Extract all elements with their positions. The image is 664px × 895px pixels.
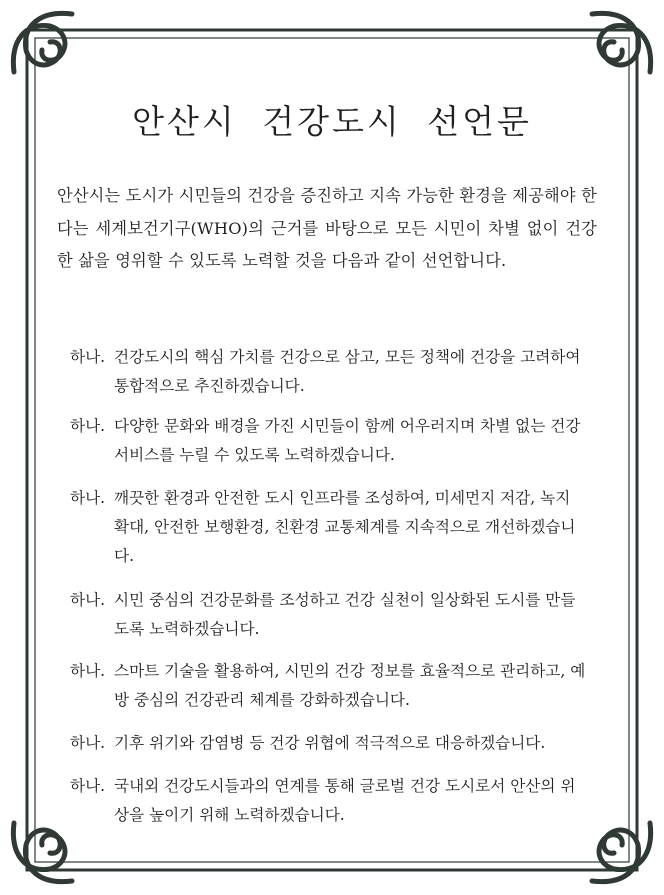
pledge-item-6	[70, 729, 590, 758]
pledge-item-2	[70, 412, 590, 470]
pledge-text: 건강도시의 핵심 가치를 건강으로 삼고, 모든 정책에 건강을 고려하여 통합적으로 추진하겠습니다.	[114, 348, 581, 395]
pledge-item-1	[70, 343, 590, 401]
corner-ornament-top-left	[13, 13, 72, 72]
pledge-text: 스마트 기술을 활용하여, 시민의 건강 정보를 효율적으로 관리하고, 예방 중심의 건강관리 체계를 강화하겠습니다.	[114, 662, 586, 709]
pledge-text: 깨끗한 환경과 안전한 도시 인프라를 조성하여, 미세먼지 저감, 녹지 확대, 안전한 보행환경, 친환경 교통체계를 지속적으로 개선하겠습니다.	[114, 489, 576, 565]
pledge-marker: 하나.	[70, 777, 106, 795]
pledge-text: 시민 중심의 건강문화를 조성하고 건강 실천이 일상화된 도시를 만들도록 노력하겠습니다.	[114, 591, 576, 638]
pledge-text: 다양한 문화와 배경을 가진 시민들이 함께 어우러지며 차별 없는 건강 서비스를 누릴 수 있도록 노력하겠습니다.	[114, 417, 581, 464]
pledge-text: 기후 위기와 감염병 등 건강 위협에 적극적으로 대응하겠습니다.	[114, 734, 546, 752]
pledge-marker: 하나.	[70, 348, 106, 366]
pledge-item-7	[70, 772, 590, 830]
pledge-item-4	[70, 586, 590, 644]
pledge-text: 국내외 건강도시들과의 연계를 통해 글로벌 건강 도시로서 안산의 위상을 높이기 위해 노력하겠습니다.	[114, 777, 576, 824]
corner-ornament-bottom-left	[13, 823, 72, 882]
pledge-item-3	[70, 484, 590, 571]
pledge-marker: 하나.	[70, 591, 106, 609]
pledge-marker: 하나.	[70, 662, 106, 680]
intro-paragraph: 안산시는 도시가 시민들의 건강을 증진하고 지속 가능한 환경을 제공해야 한다는 세계보건기구(WHO)의 근거를 바탕으로 모든 시민이 차별 없이 건강한 삶을 영위할 수 있도록 노력할 것을 다음과 같이 선언합니다.	[57, 186, 597, 270]
pledge-marker: 하나.	[70, 734, 106, 752]
corner-ornament-top-right	[592, 13, 651, 72]
corner-ornament-bottom-right	[592, 823, 651, 882]
pledge-item-5	[70, 657, 590, 715]
page-title: 안산시 건강도시 선언문	[132, 102, 532, 141]
pledge-marker: 하나.	[70, 417, 106, 435]
pledge-marker: 하나.	[70, 489, 106, 507]
